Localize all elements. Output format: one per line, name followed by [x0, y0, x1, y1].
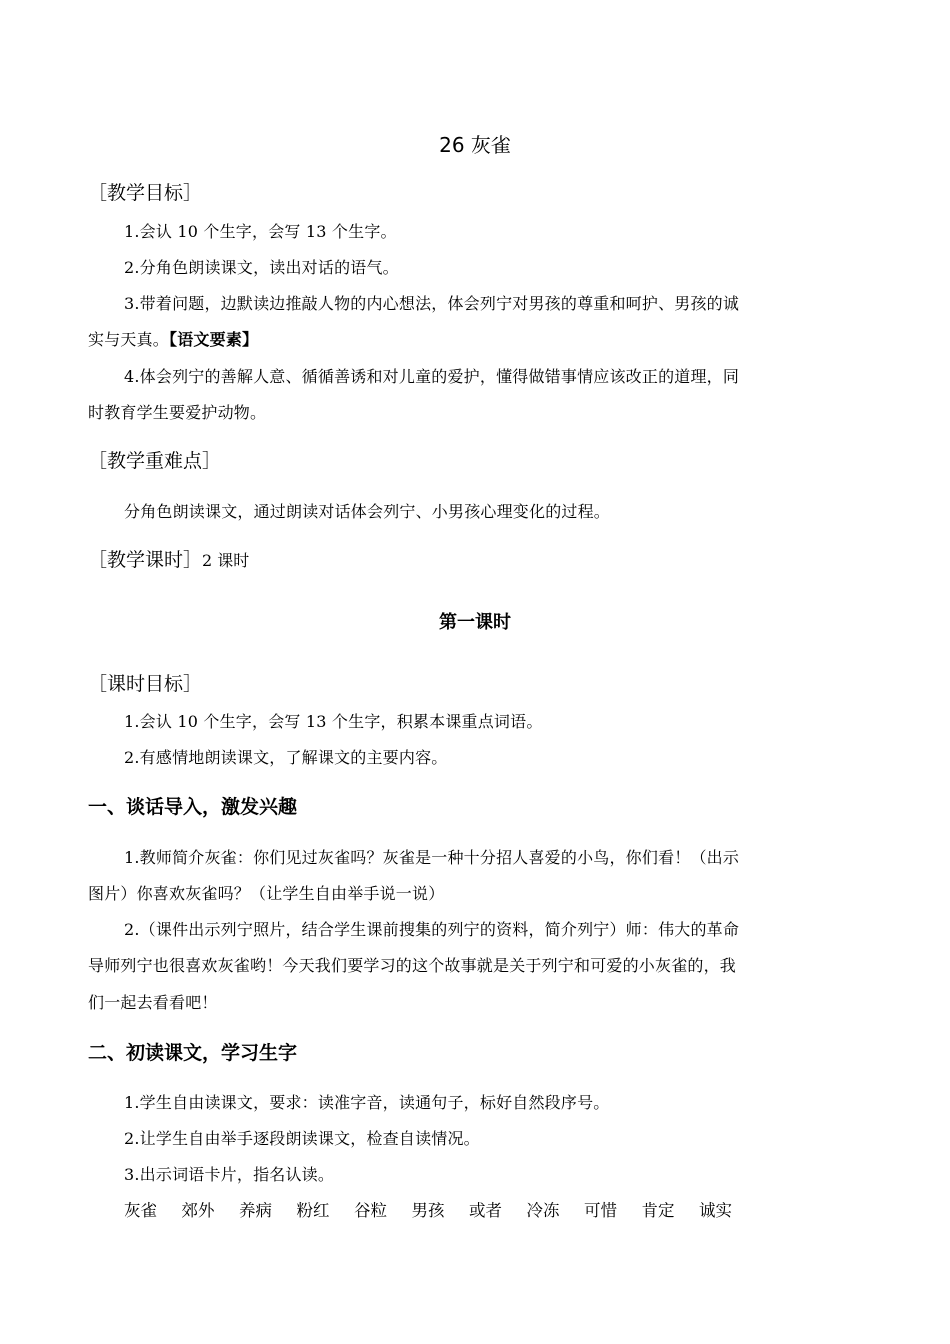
- vocab-word: 灰雀: [124, 1201, 157, 1220]
- goal-item-3: 3.带着问题，边默读边推敲人物的内心想法，体会列宁对男孩的尊重和呵护、男孩的诚: [124, 294, 740, 313]
- language-element-tag: 【语文要素】: [169, 330, 259, 349]
- section2-heading: 二、初读课文，学习生字: [88, 1042, 298, 1064]
- goal-item-4: 4.体会列宁的善解人意、循循善诱和对儿童的爱护，懂得做错事情应该改正的道理，同: [124, 367, 740, 386]
- vocab-word: 粉红: [296, 1201, 330, 1220]
- teaching-hours-value: 2 课时: [202, 551, 250, 570]
- teaching-hours-heading: ［教学课时］: [88, 549, 203, 571]
- vocab-word: 男孩: [411, 1201, 445, 1220]
- vocab-word: 冷冻: [526, 1201, 560, 1220]
- vocab-word: 或者: [469, 1201, 502, 1220]
- section1-line-1: 1.教师简介灰雀：你们见过灰雀吗？灰雀是一种十分招人喜爱的小鸟，你们看！（出示: [124, 848, 740, 867]
- section1-line-4: 导师列宁也很喜欢灰雀哟！今天我们要学习的这个故事就是关于列宁和可爱的小灰雀的，我: [88, 956, 737, 975]
- goal-item-2: 2.分角色朗读课文，读出对话的语气。: [124, 258, 399, 277]
- vocabulary-list: [124, 1197, 757, 1221]
- key-points-text: 分角色朗读课文，通过朗读对话体会列宁、小男孩心理变化的过程。: [124, 502, 611, 521]
- section2-line-3: 3.出示词语卡片，指名认读。: [124, 1165, 335, 1184]
- vocab-word: 养病: [239, 1201, 272, 1220]
- lesson-goal-2: 2.有感情地朗读课文，了解课文的主要内容。: [124, 748, 448, 767]
- goal-item-4-cont: 时教育学生要爱护动物。: [88, 403, 267, 422]
- section1-line-3: 2.（课件出示列宁照片，结合学生课前搜集的列宁的资料，简介列宁）师：伟大的革命: [124, 920, 740, 939]
- lesson-goal-1: 1.会认 10 个生字，会写 13 个生字，积累本课重点词语。: [124, 712, 543, 731]
- vocab-word: 诚实: [699, 1201, 732, 1220]
- lesson-goal-heading: ［课时目标］: [88, 673, 203, 695]
- vocab-word: 郊外: [181, 1201, 215, 1220]
- vocab-word: 可惜: [584, 1201, 617, 1220]
- key-points-heading: ［教学重难点］: [88, 450, 222, 472]
- teaching-hours: [88, 545, 249, 572]
- section1-heading: 一、谈话导入，激发兴趣: [88, 796, 298, 818]
- vocab-word: 谷粒: [354, 1201, 387, 1220]
- goal-item-3-tail: 实与天真。: [88, 330, 170, 349]
- goal-item-1: 1.会认 10 个生字，会写 13 个生字。: [124, 222, 397, 241]
- teaching-goals-heading: ［教学目标］: [88, 182, 203, 204]
- section1-line-5: 们一起去看看吧！: [88, 993, 218, 1012]
- vocab-word: 肯定: [641, 1201, 675, 1220]
- section2-line-2: 2.让学生自由举手逐段朗读课文，检查自读情况。: [124, 1129, 480, 1148]
- section1-line-2: 图片）你喜欢灰雀吗？（让学生自由举手说一说）: [88, 884, 445, 903]
- lesson-title: 26 灰雀: [439, 133, 511, 157]
- section2-line-1: 1.学生自由读课文，要求：读准字音，读通句子，标好自然段序号。: [124, 1093, 610, 1112]
- goal-item-3-cont: [88, 327, 258, 350]
- lesson1-title: 第一课时: [439, 612, 511, 633]
